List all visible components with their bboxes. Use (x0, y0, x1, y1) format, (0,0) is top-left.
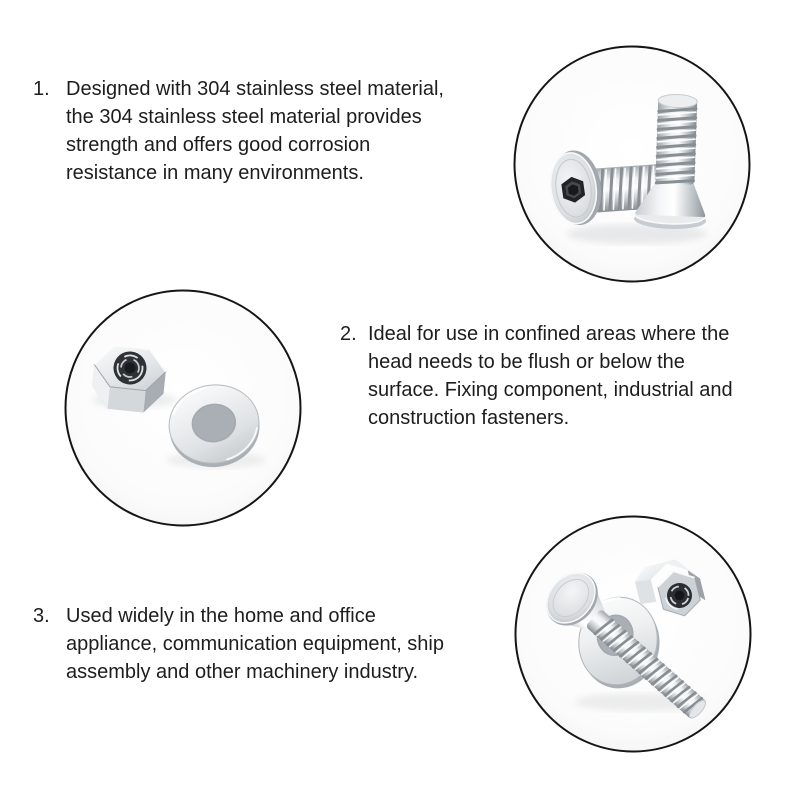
screw-washer-nut-illustration (513, 514, 753, 754)
feature-line: surface. Fixing component, industrial and (368, 379, 733, 401)
feature-line: the 304 stainless steel material provides (66, 106, 422, 128)
feature-number: 3. (33, 605, 50, 627)
feature-line: head needs to be flush or below the (368, 351, 685, 373)
feature-line: assembly and other machinery industry. (66, 661, 419, 683)
hex-nut-washer-illustration (63, 288, 303, 528)
feature-line: Used widely in the home and office (66, 605, 376, 627)
feature-item-1 (33, 75, 473, 187)
feature-line: Ideal for use in confined areas where the (368, 323, 730, 345)
countersunk-screws-illustration (512, 44, 752, 284)
feature-line: construction fasteners. (368, 407, 570, 429)
screw-washer-nut-photo (513, 514, 753, 754)
feature-number: 2. (340, 323, 357, 345)
feature-item-3 (33, 602, 493, 686)
hex-nut-washer-photo (63, 288, 303, 528)
feature-number: 1. (33, 78, 50, 100)
feature-line: strength and offers good corrosion (66, 134, 371, 156)
feature-line: appliance, communication equipment, ship (66, 633, 444, 655)
countersunk-screws-photo (512, 44, 752, 284)
feature-line: resistance in many environments. (66, 162, 364, 184)
feature-line: Designed with 304 stainless steel material, (66, 78, 444, 100)
feature-item-2 (340, 320, 780, 432)
